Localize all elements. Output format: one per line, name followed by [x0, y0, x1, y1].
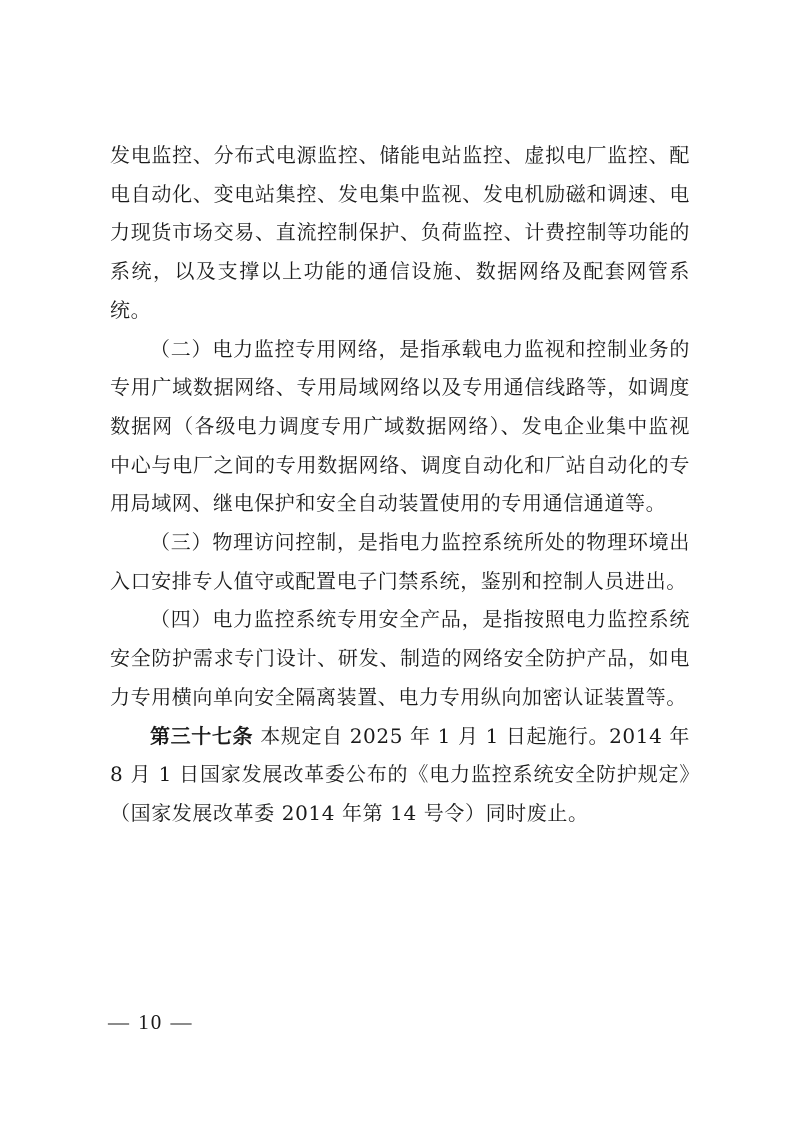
paragraph-system-list: 发电监控、分布式电源监控、储能电站监控、虚拟电厂监控、配电自动化、变电站集控、发电集中监视、发电机励磁和调速、电力现货市场交易、直流控制保护、负荷监控、计费控制等功能的系统，以及支撑以上功能的通信设施、数据网络及配套网管系统。 [110, 143, 690, 322]
paragraph-security-products: （四）电力监控系统专用安全产品，是指按照电力监控系统安全防护需求专门设计、研发、制造的网络安全防护产品，如电力专用横向单向安全隔离装置、电力专用纵向加密认证装置等。 [110, 607, 690, 709]
article-text: 本规定自 2025 年 1 月 1 日起施行。2014 年 8 月 1 日国家发展改革委公布的《电力监控系统安全防护规定》（国家发展改革委 2014 年第 14 号令）同时废止。 [110, 723, 690, 825]
paragraph-dedicated-network: （二）电力监控专用网络，是指承载电力监视和控制业务的专用广域数据网络、专用局域网络以及专用通信线路等，如调度数据网（各级电力调度专用广域数据网络）、发电企业集中监视中心与电厂之间的专用数据网络、调度自动化和厂站自动化的专用局域网、继电保护和安全自动装置使用的专用通信通道等。 [110, 336, 690, 516]
paragraph-article-37 [110, 717, 690, 833]
paragraph-physical-access: （三）物理访问控制，是指电力监控系统所处的物理环境出入口安排专人值守或配置电子门禁系统，鉴别和控制人员进出。 [110, 530, 690, 593]
article-number: 第三十七条 [150, 723, 254, 748]
page-number: — 10 — [108, 1010, 194, 1034]
document-body [110, 136, 690, 833]
